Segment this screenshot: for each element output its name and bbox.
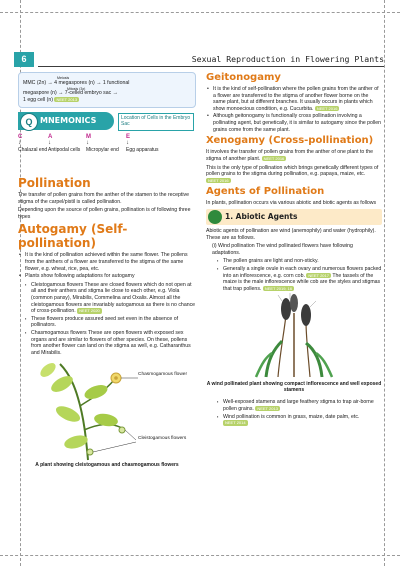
mnemonics-topic: Location of Cells in the Embryo Sac xyxy=(118,113,194,131)
left-column xyxy=(18,72,196,470)
mnemonic-word: Chalazal end xyxy=(18,147,48,154)
header-rule xyxy=(38,66,384,67)
mnemonics-title: MNEMONICS xyxy=(40,116,97,126)
mitosis-label: Mitosis (3x) xyxy=(67,87,86,91)
autogamy-heading: Autogamy (Self-pollination) xyxy=(18,222,128,251)
formula-line-2: megaspore (n) → 7-celled embryo sac → xyxy=(23,90,118,96)
mnemonics-badge-icon: Q xyxy=(20,113,38,131)
wind-adaptation-2b: The tassels of the maize is the male inflorescence while cob are the styles and stigmas that trap pollens. xyxy=(223,272,381,292)
mnemonics-box xyxy=(18,112,196,172)
formula-line-1: MMC (2n) → 4 megaspores (n) → 1 functional xyxy=(23,80,130,86)
wind-adaptation-4: Wind pollination is common in grass, maize, date palm, etc. xyxy=(223,413,360,420)
cleistogamous-label: Cleistogamous flowers xyxy=(138,436,187,442)
down-arrow-icon: ↓ xyxy=(48,140,51,147)
xenogamy-detail xyxy=(206,165,382,185)
meiosis-label: Meiosis xyxy=(57,76,70,80)
neet-tag: NEET 2014 xyxy=(225,420,246,426)
list-item: ▪ These flowers produce assured seed set even in the absence of pollinators. xyxy=(24,316,196,329)
list-item xyxy=(206,86,382,112)
mnemonic-letter: A xyxy=(48,134,53,141)
autogamy-sub-list xyxy=(24,282,196,357)
mnemonics-banner xyxy=(18,112,114,130)
neet-tag: NEET 2019, 16 xyxy=(264,285,293,291)
wind-plant-illustration xyxy=(206,293,382,379)
list-item: • Although geitonogamy is functionally cross pollination involving a pollinating agent, but genetically, it is similar to autogamy since the pollen grains come from the same plant. xyxy=(206,113,382,133)
neet-tag: NEET 2013 xyxy=(56,97,78,102)
abiotic-badge-icon xyxy=(208,210,222,224)
geitonogamy-definition: It is the kind of self-pollination where the pollen grains from the anther of a flower are transferred to the stigma of another flower borne on the same plant, but at different branches. It usually occurs in plants which show monoecious condition, e.g. Cucurbita. xyxy=(213,86,379,112)
wind-adaptation-2: Generally a single ovule in each ovary and numerous flowers packed into an inflorescence, e.g. corn cob. xyxy=(223,265,382,279)
mnemonic-word: Egg apparatus xyxy=(126,147,159,154)
list-item xyxy=(24,282,196,315)
agents-intro: In plants, pollination occurs via various abiotic and biotic agents as follows xyxy=(206,200,377,207)
pollination-definition: The transfer of pollen grains from the anther of the stamen to the receptive stigma of the carpel/pistil is called pollination. xyxy=(18,192,189,205)
neet-tag: NEET 2016 xyxy=(263,155,285,161)
geitonogamy-heading: Geitonogamy xyxy=(206,72,281,83)
mnemonic-letter: C xyxy=(18,134,23,141)
neet-tag: NEET 2017 xyxy=(308,272,329,278)
list-item xyxy=(216,414,382,427)
formula-box xyxy=(18,72,196,108)
mnemonic-word: Antipodal cells xyxy=(48,147,81,154)
wind-adaptation-3: Well-exposed stamens and large feathery stigma to trap air-borne pollen grains. xyxy=(223,399,374,413)
autogamy-list xyxy=(18,252,196,279)
mnemonic-letter: E xyxy=(126,134,131,141)
page-number: 6 xyxy=(14,52,34,67)
wind-pollination-heading: (i) Wind pollination The wind pollinated flowers have following adaptations. xyxy=(212,243,353,256)
pollination-heading: Pollination xyxy=(18,176,91,191)
neet-tag: NEET 2016 xyxy=(208,177,229,183)
mnemonic-word: Micropylar end xyxy=(86,147,119,154)
list-item: • It is the kind of pollination achieved within the same flower. The pollens from the anthers of a flower are transferred to the stigma of the same flower, e.g. wheat, rice, pea, etc. xyxy=(18,252,196,272)
wind-plant-figure xyxy=(206,293,382,399)
plant-figure xyxy=(18,358,196,470)
xenogamy-text-1: It involves the transfer of pollen grains from the anther of one plant to the stigma of another plant. xyxy=(206,149,373,162)
pollination-types-intro: Depending upon the source of pollen grains, pollination is of following three types xyxy=(18,207,191,220)
formula-line-3: 1 egg cell (n) xyxy=(23,97,53,104)
abiotic-banner xyxy=(206,209,382,225)
page-header xyxy=(14,52,384,67)
neet-tag: NEET 2013 xyxy=(257,406,278,412)
list-item xyxy=(216,266,382,293)
mnemonic-item xyxy=(86,134,128,153)
mnemonic-letter: M xyxy=(86,134,91,141)
page xyxy=(14,48,384,554)
neet-tag: NEET 2020 xyxy=(79,308,100,314)
list-item: • Plants show following adaptations for autogamy xyxy=(18,273,196,280)
xenogamy-heading: Xenogamy (Cross-pollination) xyxy=(206,135,374,147)
mnemonic-item xyxy=(126,134,186,153)
cleistogamous-text: Cleistogamous flowers These are closed flowers which do not open at all and their anthers and stigma lie close to each other, e.g. Viola (common pansy), Mirabilis, Commelina and Oxalis. Almost all the cleistogamous flowers are invariably autogamous as there is no chance of cross-pollination. xyxy=(31,281,196,315)
wind-adaptations-list xyxy=(216,258,382,292)
abiotic-heading: 1. Abiotic Agents xyxy=(225,212,298,222)
list-item: ▪ The pollen grains are light and non-sticky. xyxy=(216,258,382,265)
down-arrow-icon: ↓ xyxy=(126,140,129,147)
abiotic-intro: Abiotic agents of pollination are wind (anemophily) and water (hydrophily). These are as follows. xyxy=(206,227,376,241)
mnemonic-item xyxy=(48,134,90,153)
xenogamy-text-2: This is the only type of pollination which brings genetically different types of pollen grains to the stigma during pollination, e.g. papaya, maize, etc. xyxy=(206,164,379,178)
list-item xyxy=(216,399,382,412)
neet-tag: NEET 2016 xyxy=(316,105,338,111)
xenogamy-definition xyxy=(206,149,382,162)
right-column xyxy=(206,72,382,428)
wind-figure-caption: A wind pollinated plant showing compact inflorescence and well exposed stamens xyxy=(206,381,382,394)
wind-adaptations-list-2 xyxy=(216,399,382,427)
running-title: Sexual Reproduction in Flowering Plants xyxy=(191,54,384,64)
down-arrow-icon: ↓ xyxy=(86,140,89,147)
list-item: ▪ Chasmogamous flowers These are open flowers with exposed sex organs and are similar to flowers of other species. On these, pollens from another flower can land on the stigma as well, e.g. Catharanthus and Mirabilis. xyxy=(24,330,196,356)
figure-caption: A plant showing cleistogamous and chasmogamous flowers xyxy=(35,462,179,469)
geitonogamy-list xyxy=(206,86,382,133)
agents-heading: Agents of Pollination xyxy=(206,186,325,198)
chasmogamous-label: Chasmogamous flower xyxy=(138,372,188,378)
down-arrow-icon: ↓ xyxy=(18,140,21,147)
